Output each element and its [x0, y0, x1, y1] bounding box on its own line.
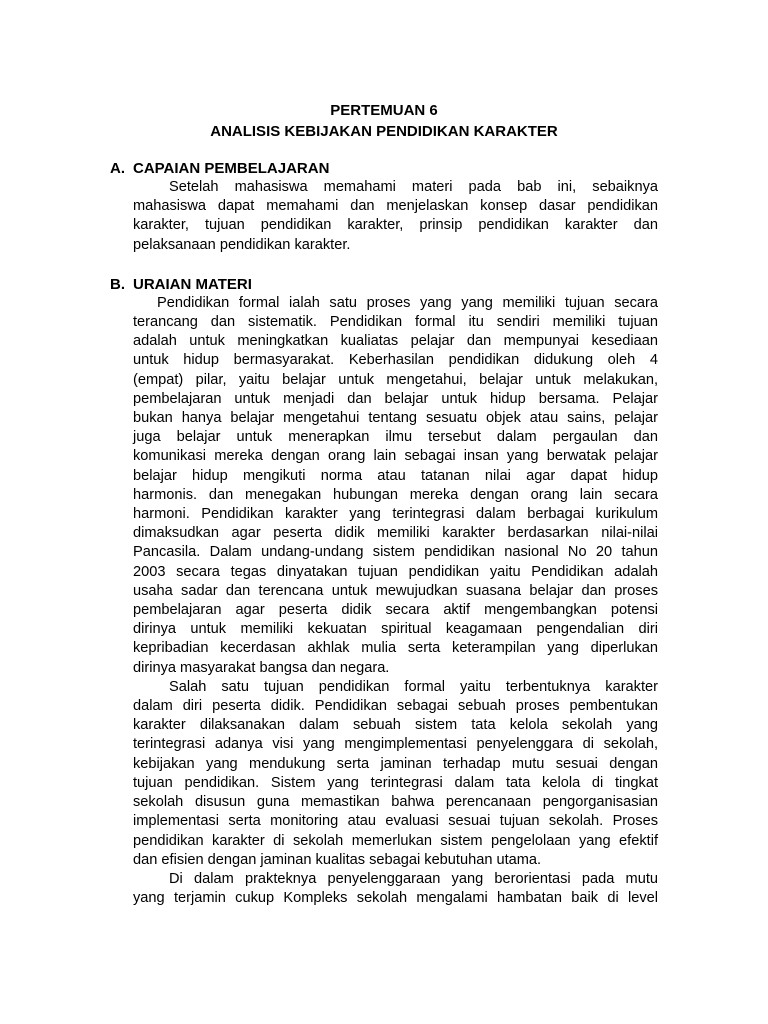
- section-heading-text: URAIAN MATERI: [133, 275, 252, 293]
- text-line: adalah untuk meningkatkan kualiatas pelajar dan mempunyai kesediaan: [133, 333, 658, 350]
- text-line: terancang dan sistematik. Pendidikan formal itu sendiri memiliki tujuan: [133, 314, 658, 331]
- section-letter: A.: [110, 160, 125, 177]
- text-line: sekolah disusun guna memastikan bahwa perencanaan pengorganisasian: [133, 794, 658, 811]
- text-line: yang terjamin cukup Kompleks sekolah mengalami hambatan baik di level: [133, 890, 658, 907]
- text-line: dirinya untuk memiliki kekuatan spiritual keagamaan pengendalian diri: [133, 621, 658, 638]
- text-line: Setelah mahasiswa memahami materi pada bab ini, sebaiknya: [169, 179, 658, 195]
- text-line: pembelajaran agar peserta didik secara aktif mengembangkan potensi: [133, 602, 658, 619]
- section-heading-uraian: [110, 275, 658, 294]
- text-line: (empat) pilar, yaitu belajar untuk mengetahui, belajar untuk melakukan,: [133, 371, 658, 388]
- text-line: belajar hidup mengikuti norma atau tatanan nilai agar dapat hidup: [133, 467, 658, 484]
- document-title-meeting: PERTEMUAN 6: [330, 102, 438, 119]
- paragraph-uraian-2: [133, 678, 658, 870]
- section-heading-text: CAPAIAN PEMBELAJARAN: [133, 160, 330, 177]
- text-line: untuk hidup bermasyarakat. Keberhasilan pendidikan didukung oleh 4: [133, 352, 658, 369]
- text-line: Di dalam prakteknya penyelenggaraan yang berorientasi pada mutu: [169, 870, 658, 887]
- text-line: harmonis. dan menegakan hubungan mereka dengan orang lain secara: [133, 486, 658, 503]
- text-line: Salah satu tujuan pendidikan formal yaitu terbentuknya karakter: [169, 678, 658, 695]
- text-line: karakter, tujuan pendidikan karakter, prinsip pendidikan karakter dan: [133, 217, 658, 234]
- text-line: implementasi serta monitoring atau evaluasi sesuai tujuan sekolah. Proses: [133, 813, 658, 830]
- text-line: 2003 secara tegas dinyatakan tujuan pendidikan yaitu Pendidikan adalah: [133, 563, 658, 580]
- text-line: harmoni. Pendidikan karakter yang terintegrasi dalam berbagai kurikulum: [133, 506, 658, 523]
- paragraph-uraian-1: [133, 294, 658, 678]
- paragraph-uraian-3: [133, 870, 658, 908]
- text-line: pembelajaran untuk menjadi dan belajar untuk hidup bersama. Pelajar: [133, 390, 658, 407]
- text-line: dirinya masyarakat bangsa dan negara.: [133, 659, 390, 676]
- document-title-main: ANALISIS KEBIJAKAN PENDIDIKAN KARAKTER: [210, 123, 558, 140]
- text-line: bukan hanya belajar mengetahui tentang sesuatu objek atau sains, pelajar: [133, 410, 658, 427]
- text-line: komunikasi mereka dengan orang lain sebagai insan yang berwatak pelajar: [133, 448, 658, 465]
- text-line: kebijakan yang mendukung serta jaminan terhadap mutu sesuai dengan: [133, 755, 658, 772]
- text-line: karakter dilaksanakan dalam sebuah sistem tata kelola sekolah yang: [133, 717, 658, 734]
- text-line: usaha sadar dan terencana untuk mewujudkan suasana belajar dan proses: [133, 582, 658, 599]
- text-line: dalam diri peserta didik. Pendidikan sebagai sebuah proses pembentukan: [133, 698, 658, 715]
- text-line: mahasiswa dapat memahami dan menjelaskan konsep dasar pendidikan: [133, 198, 658, 215]
- text-line: tujuan pendidikan. Sistem yang terintegrasi dalam tata kelola di tingkat: [133, 774, 658, 791]
- text-line: pelaksanaan pendidikan karakter.: [133, 236, 351, 253]
- section-heading-capaian: [110, 159, 658, 178]
- text-line: dimaksudkan agar peserta didik memiliki karakter berdasarkan nilai-nilai: [133, 525, 658, 542]
- text-line: kepribadian kecerdasan akhlak mulia serta keterampilan yang diperlukan: [133, 640, 658, 657]
- text-line: terintegrasi adanya visi yang mengimplementasi penyelenggara di sekolah,: [133, 736, 658, 753]
- text-line: Pendidikan formal ialah satu proses yang yang memiliki tujuan secara: [157, 294, 658, 311]
- section-letter: B.: [110, 275, 125, 293]
- text-line: pendidikan karakter di sekolah memerlukan sistem pengelolaan yang efektif: [133, 832, 658, 849]
- paragraph-capaian: [133, 178, 658, 255]
- text-line: dan efisien dengan jaminan kualitas sebagai kebutuhan utama.: [133, 851, 542, 868]
- text-line: Pancasila. Dalam undang-undang sistem pendidikan nasional No 20 tahun: [133, 544, 658, 561]
- text-line: juga belajar untuk menerapkan ilmu tersebut dalam pergaulan dan: [133, 429, 658, 446]
